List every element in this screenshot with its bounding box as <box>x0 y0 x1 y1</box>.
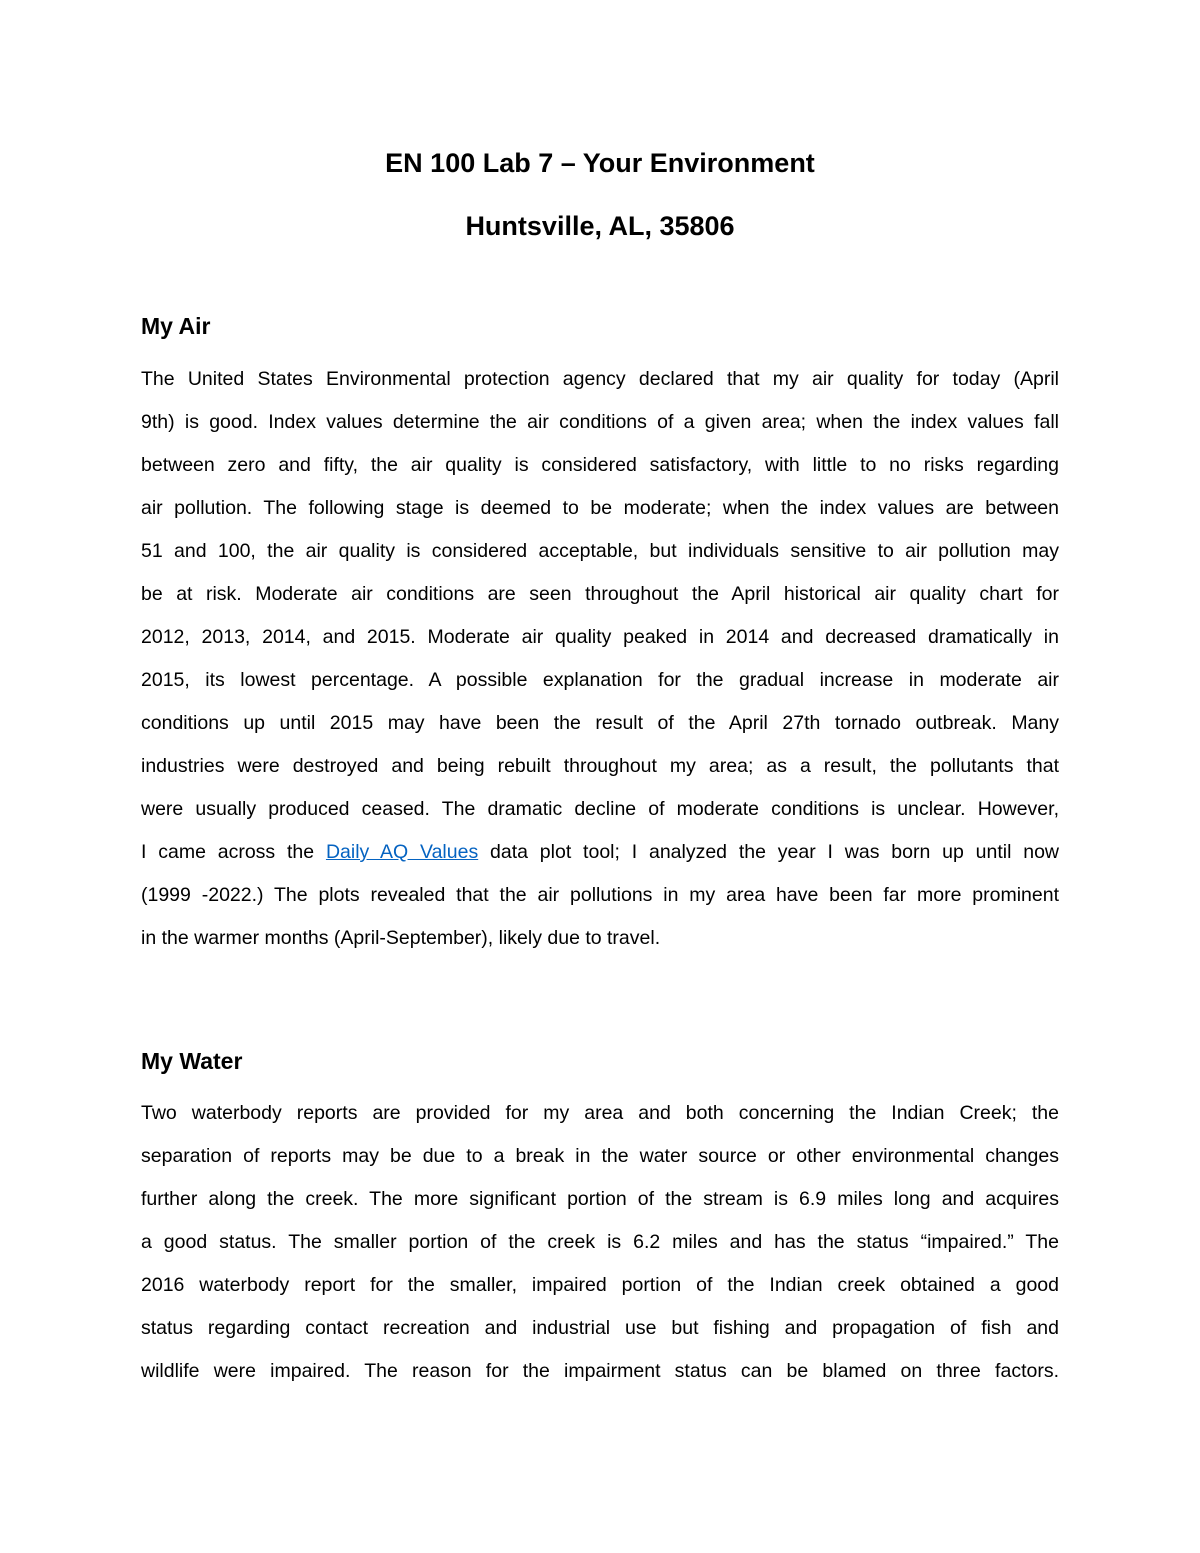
section-heading-my-air: My Air <box>141 313 211 339</box>
paragraph-line: Two waterbody reports are provided for my area and both concerning the Indian Creek; the <box>141 1102 1059 1124</box>
link-line-before: I came across the <box>141 841 326 863</box>
paragraph-line: between zero and fifty, the air quality is considered satisfactory, with little to no risks regarding <box>141 454 1059 476</box>
paragraph-line: be at risk. Moderate air conditions are seen throughout the April historical air quality chart for <box>141 583 1059 605</box>
document-subtitle: Huntsville, AL, 35806 <box>465 211 735 241</box>
paragraph-line: (1999 -2022.) The plots revealed that the air pollutions in my area have been far more prominent <box>141 884 1059 906</box>
document-title: EN 100 Lab 7 – Your Environment <box>385 148 815 178</box>
paragraph-line: 2015, its lowest percentage. A possible explanation for the gradual increase in moderate air <box>141 669 1059 691</box>
paragraph-line: status regarding contact recreation and industrial use but fishing and propagation of fish and <box>141 1317 1059 1339</box>
paragraph-line: 2016 waterbody report for the smaller, impaired portion of the Indian creek obtained a good <box>141 1274 1059 1296</box>
paragraph-line: 51 and 100, the air quality is considered acceptable, but individuals sensitive to air pollution may <box>141 540 1059 562</box>
link-line-after: data plot tool; I analyzed the year I was born up until now <box>478 841 1059 863</box>
paragraph-line: in the warmer months (April-September), likely due to travel. <box>141 927 661 949</box>
paragraph-line: further along the creek. The more significant portion of the stream is 6.9 miles long and acquires <box>141 1188 1059 1210</box>
paragraph-line: a good status. The smaller portion of the creek is 6.2 miles and has the status “impaired.” The <box>141 1231 1059 1253</box>
daily-aq-values-link[interactable]: Daily AQ Values <box>325 841 479 863</box>
paragraph-line-with-link <box>141 838 1059 866</box>
paragraph-line: 2012, 2013, 2014, and 2015. Moderate air quality peaked in 2014 and decreased dramatically in <box>141 626 1059 648</box>
paragraph-line: The United States Environmental protection agency declared that my air quality for today (April <box>141 368 1059 390</box>
paragraph-line: separation of reports may be due to a break in the water source or other environmental changes <box>141 1145 1059 1167</box>
paragraph-line: were usually produced ceased. The dramatic decline of moderate conditions is unclear. However, <box>141 798 1059 820</box>
paragraph-line: industries were destroyed and being rebuilt throughout my area; as a result, the pollutants that <box>141 755 1059 777</box>
paragraph-line: 9th) is good. Index values determine the air conditions of a given area; when the index values fall <box>141 411 1059 433</box>
paragraph-line: wildlife were impaired. The reason for the impairment status can be blamed on three factors. <box>141 1360 1059 1382</box>
paragraph-line: conditions up until 2015 may have been the result of the April 27th tornado outbreak. Many <box>141 712 1059 734</box>
paragraph-line: air pollution. The following stage is deemed to be moderate; when the index values are between <box>141 497 1059 519</box>
section-heading-my-water: My Water <box>141 1048 243 1074</box>
